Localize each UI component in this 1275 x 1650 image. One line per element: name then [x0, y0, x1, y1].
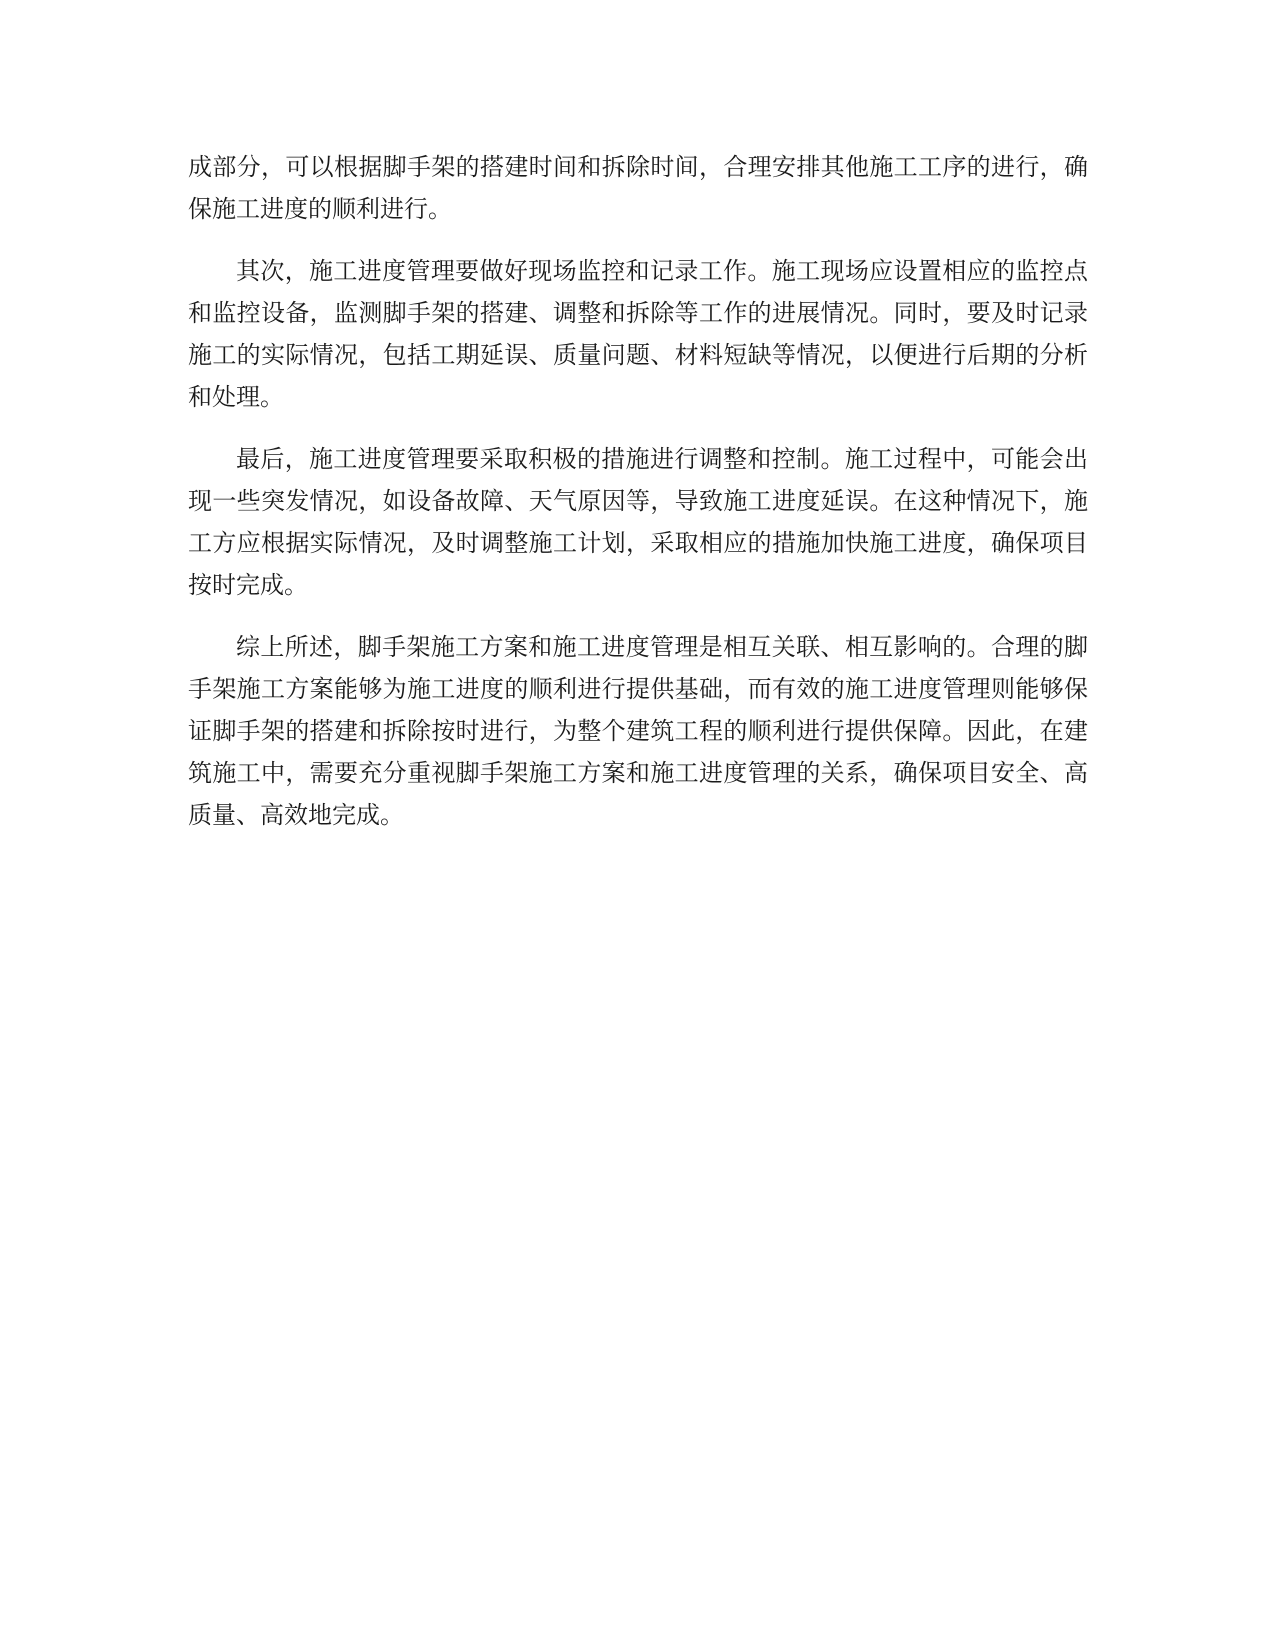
paragraph-1: 成部分，可以根据脚手架的搭建时间和拆除时间，合理安排其他施工工序的进行，确保施工进度的顺利进行。 — [188, 153, 1088, 223]
paragraph-2: 其次，施工进度管理要做好现场监控和记录工作。施工现场应设置相应的监控点和监控设备，监测脚手架的搭建、调整和拆除等工作的进展情况。同时，要及时记录施工的实际情况，包括工期延误、质量问题、材料短缺等情况，以便进行后期的分析和处理。 — [188, 257, 1088, 411]
paragraph-4: 综上所述，脚手架施工方案和施工进度管理是相互关联、相互影响的。合理的脚手架施工方案能够为施工进度的顺利进行提供基础，而有效的施工进度管理则能够保证脚手架的搭建和拆除按时进行，为整个建筑工程的顺利进行提供保障。因此，在建筑施工中，需要充分重视脚手架施工方案和施工进度管理的关系，确保项目安全、高质量、高效地完成。 — [188, 633, 1088, 829]
paragraph-3: 最后，施工进度管理要采取积极的措施进行调整和控制。施工过程中，可能会出现一些突发情况，如设备故障、天气原因等，导致施工进度延误。在这种情况下，施工方应根据实际情况，及时调整施工计划，采取相应的措施加快施工进度，确保项目按时完成。 — [188, 445, 1088, 599]
document-body — [188, 146, 1088, 856]
